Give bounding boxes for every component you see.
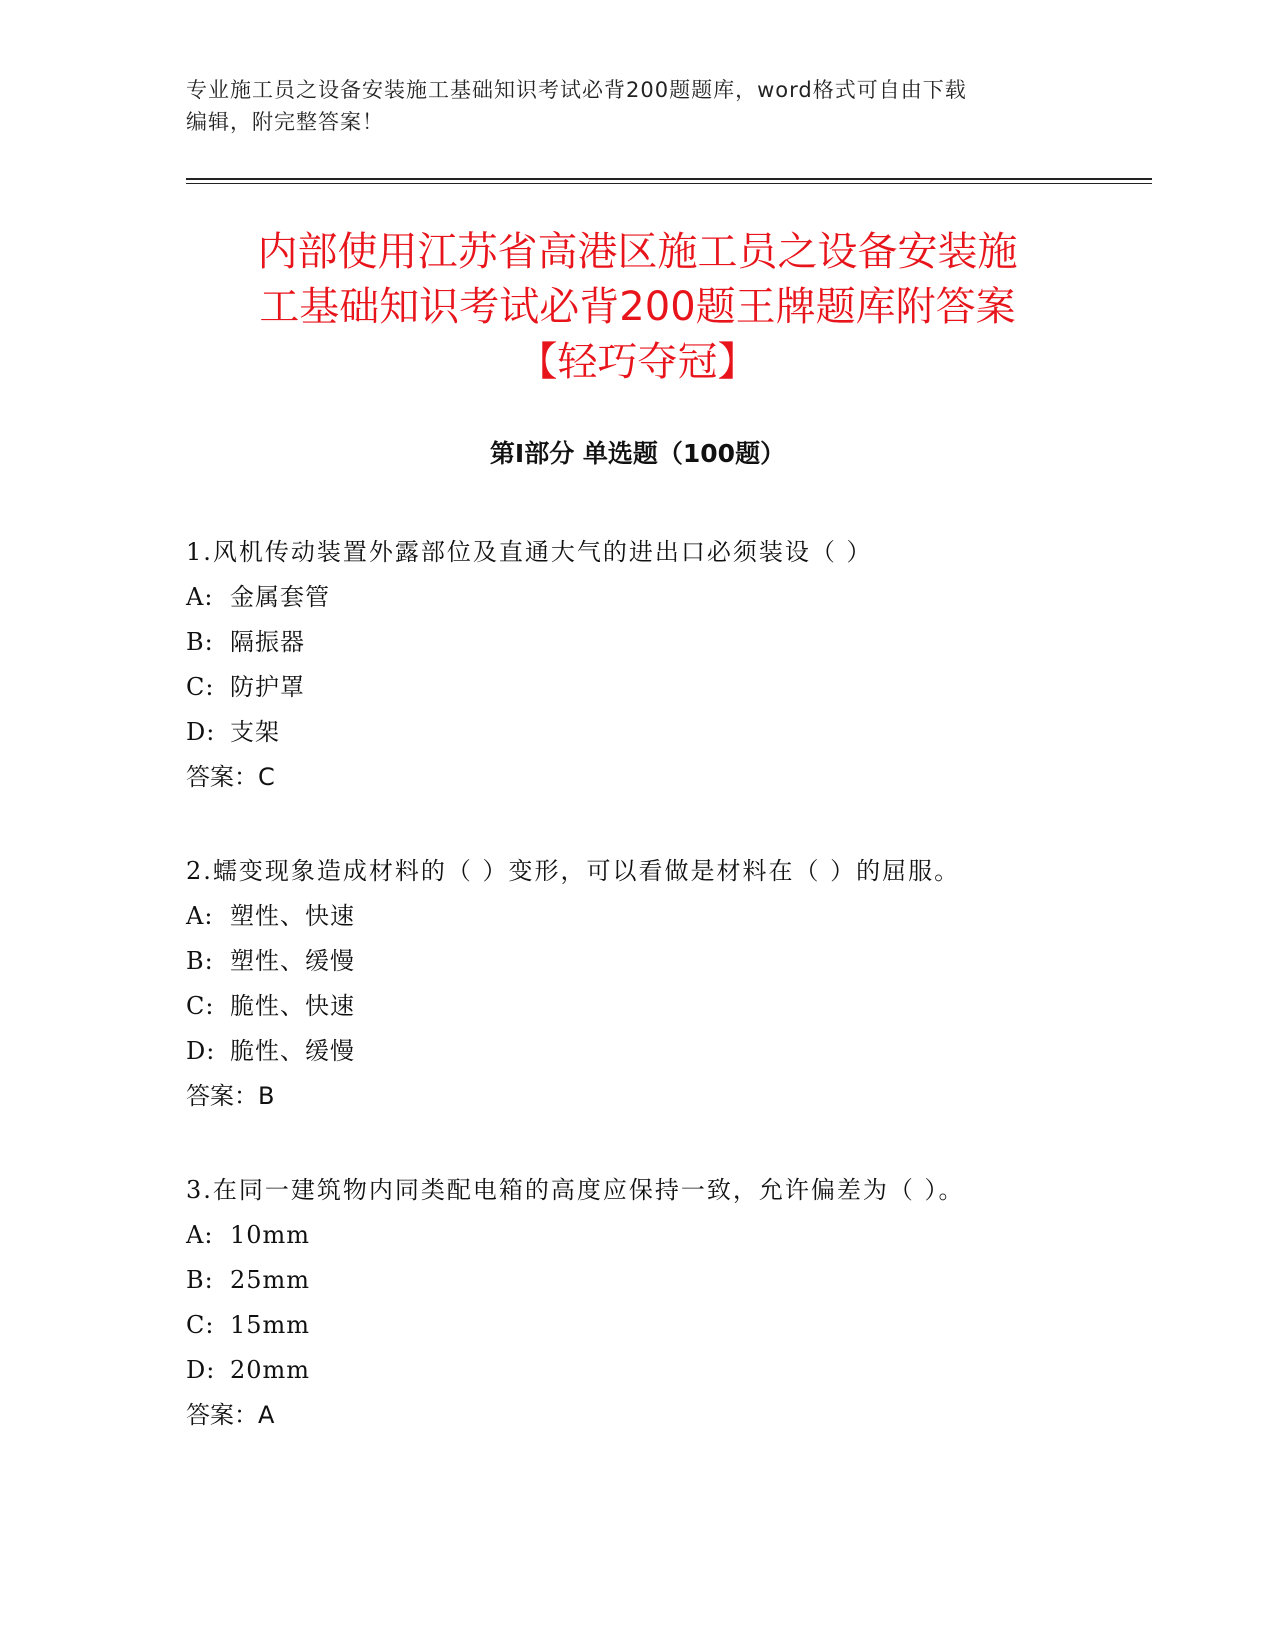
- question-stem: 3.在同一建筑物内同类配电箱的高度应保持一致，允许偏差为（ ）。: [186, 1176, 965, 1204]
- option-letter: D:: [186, 718, 216, 746]
- option-b: [186, 1258, 1146, 1303]
- option-d: [186, 1348, 1146, 1393]
- option-text: 脆性、快速: [230, 992, 355, 1020]
- section-title: 第Ⅰ部分 单选题（100题）: [489, 439, 786, 468]
- question-item: [186, 849, 1146, 1119]
- option-c: [186, 984, 1146, 1029]
- question-item: [186, 530, 1146, 800]
- option-letter: A:: [186, 583, 214, 611]
- option-a: [186, 894, 1146, 939]
- header-note-line-1: 专业施工员之设备安装施工基础知识考试必背200题题库，word格式可自由下载: [186, 78, 967, 102]
- option-a: [186, 575, 1146, 620]
- answer-line: 答案：A: [186, 1401, 275, 1429]
- header-divider-thick: [186, 178, 1152, 180]
- answer-line: 答案：B: [186, 1082, 275, 1110]
- option-text: 塑性、快速: [230, 902, 355, 930]
- option-c: [186, 1303, 1146, 1348]
- option-letter: D:: [186, 1037, 216, 1065]
- option-b: [186, 939, 1146, 984]
- option-letter: B:: [186, 947, 214, 975]
- question-stem: 1.风机传动装置外露部位及直通大气的进出口必须装设（ ）: [186, 538, 873, 566]
- document-title-line-1: 内部使用江苏省高港区施工员之设备安装施: [257, 229, 1018, 275]
- option-letter: B:: [186, 1266, 214, 1294]
- question-stem: 2.蠕变现象造成材料的（ ）变形，可以看做是材料在（ ）的屈服。: [186, 857, 961, 885]
- option-text: 20mm: [230, 1356, 311, 1384]
- option-text: 防护罩: [230, 673, 305, 701]
- option-letter: D:: [186, 1356, 216, 1384]
- header-note-line-2: 编辑，附完整答案！: [186, 110, 384, 134]
- document-title: [190, 225, 1085, 390]
- option-letter: C:: [186, 1311, 215, 1339]
- document-title-line-3: 【轻巧夺冠】: [517, 339, 758, 385]
- header-divider-thin: [186, 183, 1152, 184]
- option-text: 10mm: [230, 1221, 311, 1249]
- option-text: 25mm: [230, 1266, 311, 1294]
- option-letter: A:: [186, 902, 214, 930]
- option-letter: C:: [186, 673, 215, 701]
- answer-line: 答案：C: [186, 763, 275, 791]
- option-b: [186, 620, 1146, 665]
- header-note: [186, 74, 1086, 138]
- option-letter: B:: [186, 628, 214, 656]
- option-c: [186, 665, 1146, 710]
- document-title-line-2: 工基础知识考试必背200题王牌题库附答案: [259, 284, 1016, 330]
- option-text: 15mm: [230, 1311, 311, 1339]
- option-letter: A:: [186, 1221, 214, 1249]
- option-text: 隔振器: [230, 628, 305, 656]
- option-text: 支架: [230, 718, 280, 746]
- option-d: [186, 1029, 1146, 1074]
- option-text: 塑性、缓慢: [230, 947, 355, 975]
- option-letter: C:: [186, 992, 215, 1020]
- question-item: [186, 1168, 1146, 1438]
- option-a: [186, 1213, 1146, 1258]
- option-text: 金属套管: [230, 583, 330, 611]
- option-text: 脆性、缓慢: [230, 1037, 355, 1065]
- option-d: [186, 710, 1146, 755]
